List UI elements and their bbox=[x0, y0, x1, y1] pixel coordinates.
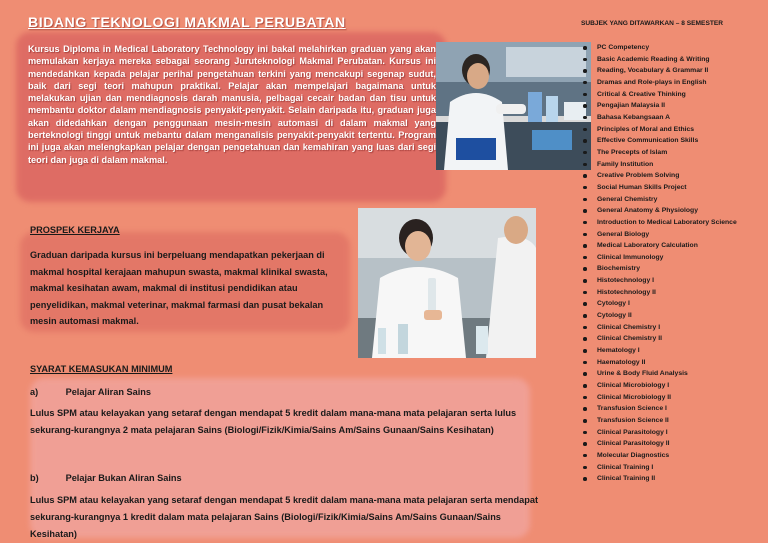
prospek-paragraph: Graduan daripada kursus ini berpeluang mendapatkan pekerjaan di makmal hospital kerajaan mahupun swasta, makmal klinikal swasta, makmal kesihatan awam, makmal di institusi pendidikan atau penyelidikan, makmal veterinar, makmal farmasi dan pusat bekalan mesin automasi makmal. bbox=[30, 250, 328, 326]
bullet-icon bbox=[583, 396, 587, 400]
bullet-icon bbox=[583, 46, 587, 50]
subject-item bbox=[582, 217, 764, 229]
subject-label: Clinical Parasitology I bbox=[597, 428, 668, 436]
non-science-stream-heading bbox=[30, 473, 182, 483]
subject-item bbox=[582, 252, 764, 264]
subject-label: Clinical Microbiology II bbox=[597, 393, 672, 401]
subject-item bbox=[582, 438, 764, 450]
subject-label: Dramas and Role-plays in English bbox=[597, 78, 707, 86]
subject-label: Cytology II bbox=[597, 312, 632, 320]
subjects-heading: SUBJEK YANG DITAWARKAN – 8 SEMESTER bbox=[581, 20, 724, 27]
bullet-icon bbox=[583, 116, 587, 120]
lab-photo-students bbox=[358, 208, 536, 358]
science-stream-label: a) bbox=[30, 387, 39, 397]
subject-label: Transfusion Science I bbox=[597, 405, 667, 413]
subject-label: Critical & Creative Thinking bbox=[597, 90, 686, 98]
subject-item bbox=[582, 333, 764, 345]
subject-item bbox=[582, 240, 764, 252]
subject-label: Bahasa Kebangsaan A bbox=[597, 113, 671, 121]
bullet-icon bbox=[583, 407, 587, 411]
science-stream-heading bbox=[30, 387, 151, 397]
subject-label: Molecular Diagnostics bbox=[597, 451, 670, 459]
subject-label: Hematology I bbox=[597, 347, 640, 355]
intro-paragraph: Kursus Diploma in Medical Laboratory Technology ini bakal melahirkan graduan yang akan memulakan kerjaya mereka sebagai seorang Juruteknologi Makmal Perubatan. Kursus ini mendedahkan kepada pelajar perihal pengetahuan terkini yang mencakupi segenap sudut, baik dari segi teori mahupun praktikal. Pelajar akan mempelajari bagaimana untuk melakukan ujian dan mendiagnosis darah manusia, pelbagai cecair badan dan tisu untuk membantu doktor dalam mendiagnosis penyakit-penyakit. Selain daripada itu, graduan juga akan didedahkan dengan penggunaan mesin-mesin automasi di dalam makmal yang berteknologi tinggi untuk mebantu dalam menganalisis penyakit-penyakit tertentu. Program ini juga akan melengkapkan pelajar dengan pengetahuan dan kemahiran yang luas dari segi teori dan juga di dalam makmal. bbox=[28, 44, 436, 165]
subject-item bbox=[582, 392, 764, 404]
subject-item bbox=[582, 322, 764, 334]
subject-label: Social Human Skills Project bbox=[597, 183, 687, 191]
subject-label: General Biology bbox=[597, 230, 650, 238]
bullet-icon bbox=[583, 139, 587, 143]
subject-label: Clinical Parasitology II bbox=[597, 440, 670, 448]
bullet-icon bbox=[583, 302, 587, 306]
bullet-icon bbox=[583, 128, 587, 132]
subject-item bbox=[582, 310, 764, 322]
subject-label: Basic Academic Reading & Writing bbox=[597, 55, 710, 63]
subject-item bbox=[582, 159, 764, 171]
subject-item bbox=[582, 263, 764, 275]
subject-item bbox=[582, 182, 764, 194]
bullet-icon bbox=[583, 151, 587, 155]
subject-item bbox=[582, 77, 764, 89]
subject-label: Introduction to Medical Laboratory Science bbox=[597, 218, 737, 226]
subject-item bbox=[582, 380, 764, 392]
non-science-stream-requirement: Lulus SPM atau kelayakan yang setaraf dengan mendapat 5 kredit dalam mana-mana mata pelajaran serta mendapat sekurang-kurangnya 1 kredit dalam mata pelajaran Sains (Biologi/Fizik/Kimia/Sains Am/Sains Gunaan/Sains Kesihatan) bbox=[30, 495, 539, 539]
bullet-icon bbox=[583, 93, 587, 97]
subject-label: Medical Laboratory Calculation bbox=[597, 242, 698, 250]
bullet-icon bbox=[583, 279, 587, 283]
subject-label: Histotechnology I bbox=[597, 277, 655, 285]
lab-photo-technician bbox=[436, 42, 591, 170]
bullet-icon bbox=[583, 372, 587, 376]
subject-item bbox=[582, 298, 764, 310]
subject-label: Urine & Body Fluid Analysis bbox=[597, 370, 688, 378]
bullet-icon bbox=[583, 256, 587, 260]
subject-item bbox=[582, 135, 764, 147]
subject-label: PC Competency bbox=[597, 44, 650, 51]
subject-item bbox=[582, 124, 764, 136]
subject-label: Haematology II bbox=[597, 358, 646, 366]
bullet-icon bbox=[583, 186, 587, 190]
bullet-icon bbox=[583, 198, 587, 202]
bullet-icon bbox=[583, 58, 587, 62]
bullet-icon bbox=[583, 314, 587, 318]
subject-label: Family Institution bbox=[597, 160, 654, 168]
subject-item bbox=[582, 112, 764, 124]
subject-item bbox=[582, 147, 764, 159]
subject-label: The Precepts of Islam bbox=[597, 148, 668, 156]
subject-label: Pengajian Malaysia II bbox=[597, 102, 665, 110]
bullet-icon bbox=[583, 477, 587, 481]
subject-item bbox=[582, 287, 764, 299]
subject-label: Clinical Training II bbox=[597, 475, 656, 483]
prospek-heading: PROSPEK KERJAYA bbox=[30, 225, 120, 235]
subjects-list bbox=[582, 42, 764, 485]
subject-item bbox=[582, 229, 764, 241]
subject-item bbox=[582, 275, 764, 287]
subject-label: Effective Communication Skills bbox=[597, 137, 699, 145]
non-science-stream-title: Pelajar Bukan Aliran Sains bbox=[65, 473, 182, 483]
subject-item bbox=[582, 345, 764, 357]
subject-label: Clinical Immunology bbox=[597, 253, 664, 261]
subject-label: Clinical Chemistry I bbox=[597, 323, 661, 331]
requirements-heading: SYARAT KEMASUKAN MINIMUM bbox=[30, 364, 173, 374]
bullet-icon bbox=[583, 466, 587, 470]
subject-item bbox=[582, 415, 764, 427]
bullet-icon bbox=[583, 326, 587, 330]
subject-label: Cytology I bbox=[597, 300, 630, 308]
subject-item bbox=[582, 205, 764, 217]
bullet-icon bbox=[583, 442, 587, 446]
bullet-icon bbox=[583, 221, 587, 225]
bullet-icon bbox=[583, 163, 587, 167]
subject-item bbox=[582, 65, 764, 77]
bullet-icon bbox=[583, 174, 587, 178]
bullet-icon bbox=[583, 209, 587, 213]
subject-item bbox=[582, 54, 764, 66]
bullet-icon bbox=[583, 81, 587, 85]
bullet-icon bbox=[583, 233, 587, 237]
subject-item bbox=[582, 368, 764, 380]
bullet-icon bbox=[583, 104, 587, 108]
subject-label: Clinical Microbiology I bbox=[597, 382, 670, 390]
science-stream-title: Pelajar Aliran Sains bbox=[65, 387, 152, 397]
page-title: BIDANG TEKNOLOGI MAKMAL PERUBATAN bbox=[28, 14, 346, 30]
subject-item bbox=[582, 100, 764, 112]
science-stream-requirement: Lulus SPM atau kelayakan yang setaraf dengan mendapat 5 kredit dalam mana-mana mata pelajaran serta lulus sekurang-kurangnya 2 mata pelajaran Sains (Biologi/Fizik/Kimia/Sains Am/Sains Gunaan/Sains Kesihatan) bbox=[30, 408, 517, 435]
bullet-icon bbox=[583, 244, 587, 248]
subject-label: Clinical Training I bbox=[597, 463, 654, 471]
subject-item bbox=[582, 427, 764, 439]
subject-label: Transfusion Science II bbox=[597, 417, 669, 424]
subject-item bbox=[582, 42, 764, 54]
subject-label: Creative Problem Solving bbox=[597, 172, 680, 180]
bullet-icon bbox=[583, 361, 587, 365]
bullet-icon bbox=[583, 349, 587, 353]
bullet-icon bbox=[583, 291, 587, 295]
subject-label: Principles of Moral and Ethics bbox=[597, 125, 695, 133]
bullet-icon bbox=[583, 337, 587, 341]
subject-item bbox=[582, 462, 764, 474]
subject-label: Clinical Chemistry II bbox=[597, 335, 662, 343]
bullet-icon bbox=[583, 384, 587, 388]
subject-label: General Chemistry bbox=[597, 195, 658, 203]
subject-item bbox=[582, 450, 764, 462]
subject-item bbox=[582, 194, 764, 206]
subject-item bbox=[582, 89, 764, 101]
subject-item bbox=[582, 473, 764, 485]
bullet-icon bbox=[583, 419, 587, 423]
subject-label: Histotechnology II bbox=[597, 288, 656, 296]
subject-label: General Anatomy & Physiology bbox=[597, 207, 698, 215]
subject-item bbox=[582, 357, 764, 369]
bullet-icon bbox=[583, 267, 587, 271]
non-science-stream-label: b) bbox=[30, 473, 39, 483]
bullet-icon bbox=[583, 431, 587, 435]
subject-label: Biochemistry bbox=[597, 265, 641, 273]
subject-item bbox=[582, 403, 764, 415]
subject-item bbox=[582, 170, 764, 182]
bullet-icon bbox=[583, 454, 587, 458]
bullet-icon bbox=[583, 69, 587, 73]
subject-label: Reading, Vocabulary & Grammar II bbox=[597, 67, 709, 75]
